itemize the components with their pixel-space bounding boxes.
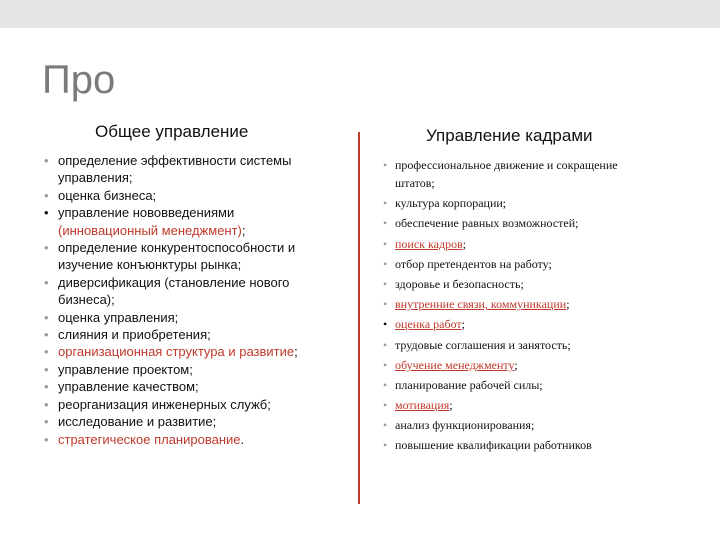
bullet-icon: • xyxy=(44,309,49,325)
column-divider xyxy=(358,132,360,504)
left-column-heading: Общее управление xyxy=(95,122,249,141)
highlight-text: поиск кадров xyxy=(395,236,463,251)
bullet-icon: • xyxy=(44,240,49,256)
list-item: • диверсификация (становление нового бизнеса); xyxy=(44,274,290,308)
highlight-text: стратегическое планирование xyxy=(58,431,241,447)
bullet-icon: • xyxy=(44,205,49,221)
list-item: • оценка бизнеса; xyxy=(44,187,157,203)
list-item: • определение конкурентоспособности и изучение конъюнктуры рынка; xyxy=(44,240,296,273)
list-item: • управление проектом; xyxy=(44,361,193,377)
list-item: • профессиональное движение и сокращение штатов; xyxy=(383,158,618,190)
list-item: • обучение менеджменту; xyxy=(383,357,518,372)
list-item: • определение эффективности системы управления; xyxy=(44,153,292,186)
right-column-heading: Управление кадрами xyxy=(426,126,593,145)
bullet-icon: • xyxy=(383,216,388,231)
hr-management-list xyxy=(383,156,683,457)
list-item: • оценка управления; xyxy=(44,309,179,325)
bullet-icon: • xyxy=(44,396,49,412)
bullet-icon: • xyxy=(44,431,49,447)
bullet-icon: • xyxy=(383,196,388,211)
bullet-icon: • xyxy=(383,236,388,251)
highlight-text: внутренние связи, коммуникации xyxy=(395,297,567,312)
list-item: • планирование рабочей силы; xyxy=(383,377,543,392)
list-item: • обеспечение равных возможностей; xyxy=(383,216,579,231)
bullet-icon: • xyxy=(383,398,388,413)
list-item: • отбор претендентов на работу; xyxy=(383,256,552,271)
bullet-icon: • xyxy=(44,361,49,377)
bullet-icon: • xyxy=(383,438,388,453)
bullet-icon: • xyxy=(383,357,388,372)
list-item: • поиск кадров; xyxy=(383,236,467,251)
list-item: • трудовые соглашения и занятость; xyxy=(383,337,571,352)
highlight-text: обучение менеджменту xyxy=(395,357,515,372)
bullet-icon: • xyxy=(44,153,49,168)
bullet-icon: • xyxy=(383,377,388,392)
bullet-icon: • xyxy=(44,379,49,395)
bullet-icon: • xyxy=(383,256,388,271)
list-item: • внутренние связи, коммуникации; xyxy=(383,297,570,312)
bullet-icon: • xyxy=(383,418,388,433)
bullet-icon: • xyxy=(383,276,388,291)
highlight-text: мотивация xyxy=(395,398,450,413)
bullet-icon: • xyxy=(383,297,388,312)
bullet-icon: • xyxy=(44,274,49,290)
bullet-icon: • xyxy=(44,344,49,360)
list-item: • культура корпорации; xyxy=(383,196,507,211)
top-bar xyxy=(0,0,720,28)
list-item: • слияния и приобретения; xyxy=(44,327,211,343)
general-management-list xyxy=(44,152,336,448)
list-item: • управление качеством; xyxy=(44,379,199,395)
highlight-text: оценка работ xyxy=(395,317,462,332)
list-item: • здоровье и безопасность; xyxy=(383,276,524,291)
list-item: • анализ функционирования; xyxy=(383,418,535,433)
list-item: • организационная структура и развитие; xyxy=(44,344,298,360)
highlight-text: (инновационный менеджмент) xyxy=(58,222,242,238)
bullet-icon: • xyxy=(383,337,388,352)
list-item: • повышение квалификации работников xyxy=(383,438,592,453)
list-item: • оценка работ; xyxy=(383,317,466,332)
bullet-icon: • xyxy=(44,327,49,343)
list-item: • мотивация; xyxy=(383,398,453,413)
slide-title: Про xyxy=(42,58,116,102)
list-item: • исследование и развитие; xyxy=(44,414,217,430)
bullet-icon: • xyxy=(383,317,388,332)
bullet-icon: • xyxy=(383,158,388,172)
list-item: • реорганизация инженерных служб; xyxy=(44,396,271,412)
bullet-icon: • xyxy=(44,187,49,203)
list-item: • стратегическое планирование. xyxy=(44,431,245,447)
highlight-text: организационная структура и развитие xyxy=(58,344,295,360)
bullet-icon: • xyxy=(44,414,49,430)
list-item: • управление нововведениями (инновационный менеджмент); xyxy=(44,205,246,238)
